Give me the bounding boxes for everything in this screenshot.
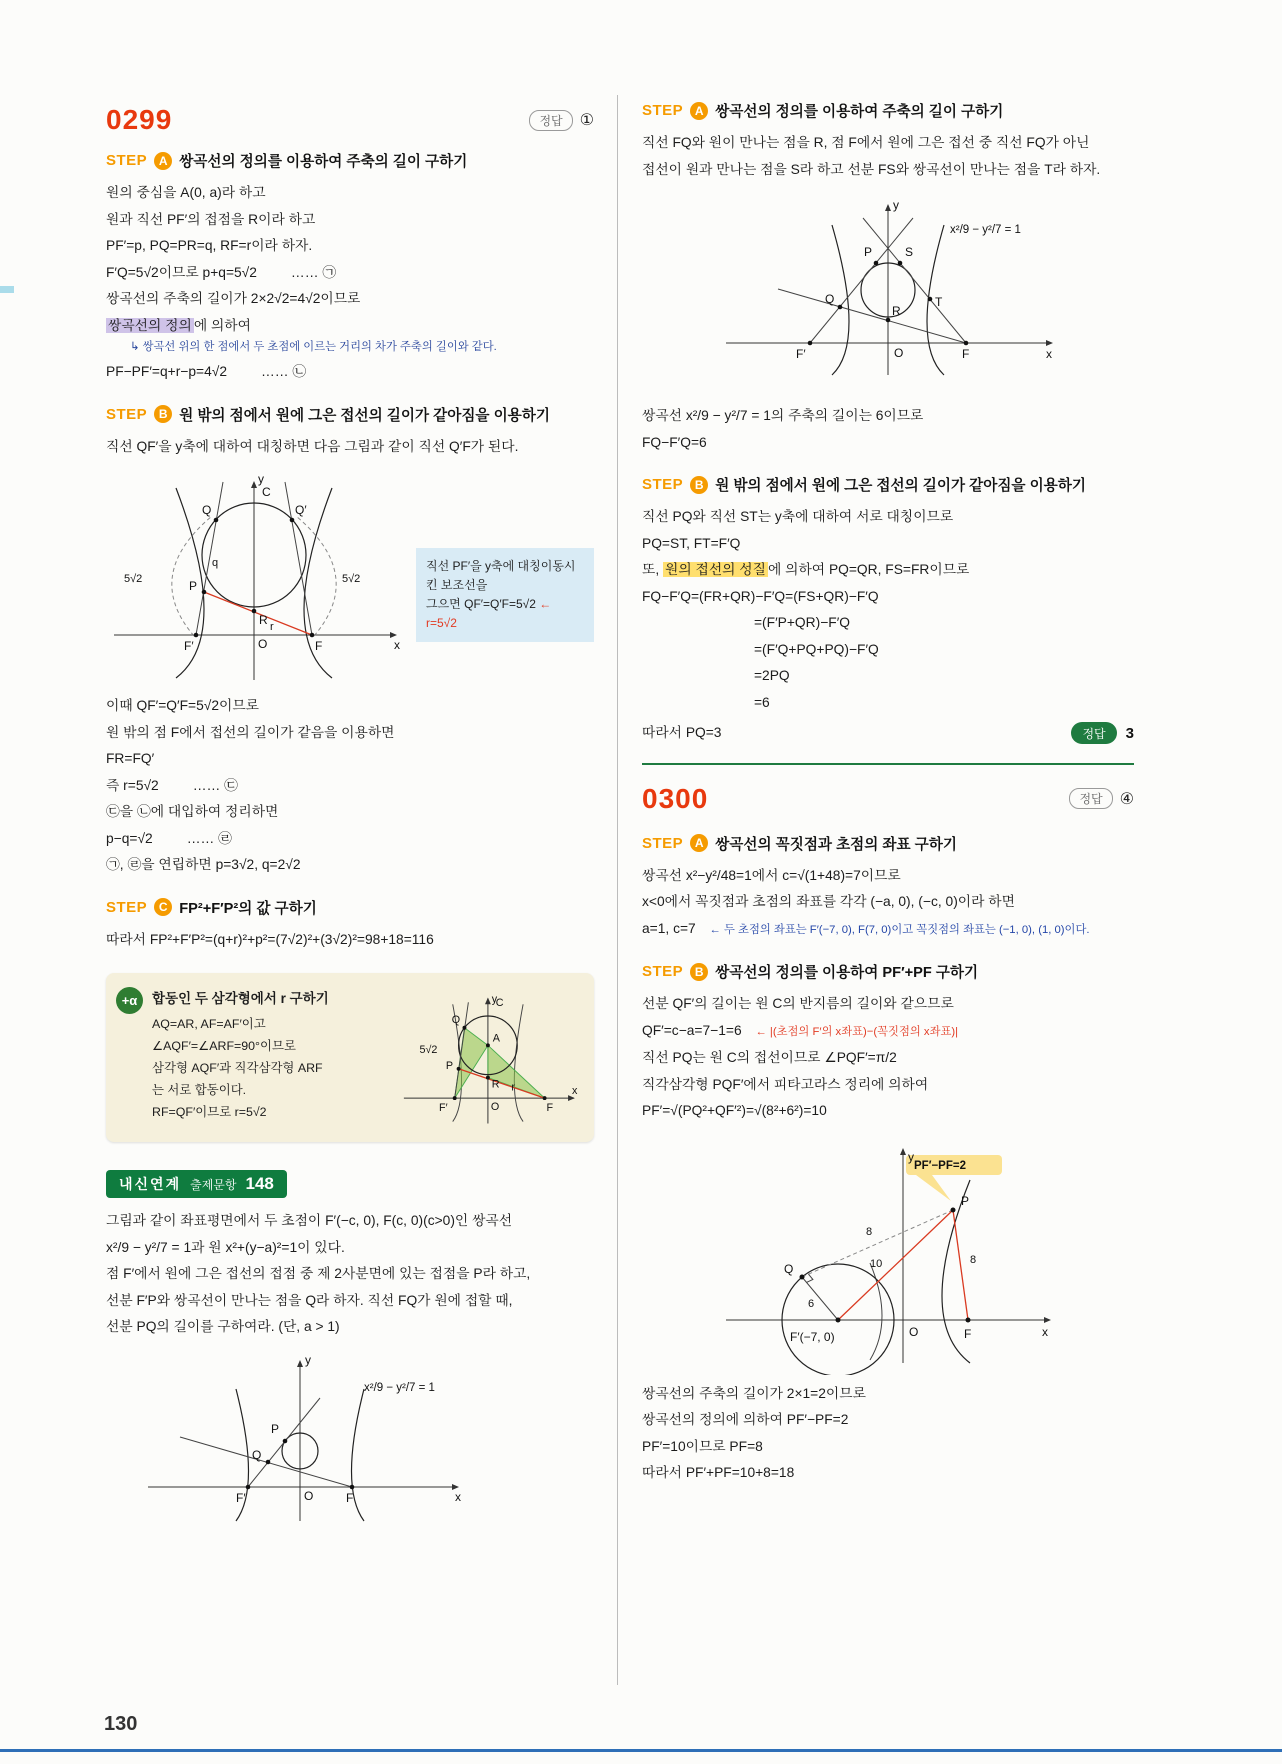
step-a-header (642, 100, 1134, 121)
answer-badge (1069, 788, 1134, 809)
hyperbola-left-branch (832, 225, 849, 375)
label-r: r (270, 621, 274, 633)
problem-header-0300 (642, 783, 1134, 815)
auxiliary-red-line (204, 592, 312, 635)
label-5root2-right: 5√2 (342, 573, 361, 585)
text-line: ㉠, ㉣을 연립하면 p=3√2, q=2√2 (106, 857, 301, 872)
line-from-F-prime (810, 218, 913, 343)
formula-line: =2PQ (754, 668, 790, 683)
text-line: 삼각형 AQF′과 직각삼각형 ARF (152, 1061, 323, 1075)
formula-line: PF′=√(PQ²+QF′²)=√(8²+6²)=10 (642, 1103, 827, 1118)
label-Q: Q (252, 1447, 262, 1462)
side-note-box: 직선 PF′을 y축에 대칭이동시킨 보조선을 그으면 QF′=Q′F=5√2 ← r=5√2 (416, 548, 594, 642)
text-line: 선분 PQ의 길이를 구하여라. (단, a > 1) (106, 1319, 340, 1334)
alpha-box-title: 합동인 두 삼각형에서 r 구하기 (152, 991, 329, 1006)
label-F-prime-coords: F′(−7, 0) (790, 1329, 835, 1344)
label-C: C (262, 485, 271, 499)
formula-line: p−q=√2 …… ㉣ (106, 830, 232, 846)
text-line: ∠AQF′=∠ARF=90°이므로 (152, 1039, 296, 1053)
text-line: 는 서로 합동이다. (152, 1083, 247, 1097)
text-line: 쌍곡선의 정의에 의하여 PF′−PF=2 (642, 1412, 849, 1427)
label-O: O (909, 1324, 919, 1339)
figure-0300 (718, 1135, 1058, 1375)
label-Q-prime: Q′ (295, 503, 307, 517)
formula-line: =6 (754, 694, 770, 710)
label-F-prime: F′ (184, 639, 194, 653)
label-y: y (893, 198, 899, 212)
label-A: A (493, 1032, 501, 1045)
red-arrow-note: ← r=5√2 (426, 597, 552, 630)
step-title: FP²+F′P²의 값 구하기 (179, 900, 317, 917)
label-Q: Q (452, 1013, 461, 1026)
step-word: STEP (642, 963, 684, 980)
step-letter-icon: B (154, 405, 172, 423)
formula-line: 따라서 FP²+F′P²=(q+r)²+p²=(7√2)²+(3√2)²=98+18=116 (106, 931, 434, 947)
step-title: 쌍곡선의 정의를 이용하여 주축의 길이 구하기 (715, 104, 1004, 120)
label-Q: Q (202, 503, 212, 517)
label-P: P (961, 1193, 970, 1208)
step-word: STEP (642, 834, 684, 852)
text-line: 원의 중심을 A(0, a)라 하고 (106, 185, 266, 200)
blue-margin-note: ← 두 초점의 좌표는 F′(−7, 0), F(7, 0)이고 꼭짓점의 좌표는 (−1, 0), (1, 0)이다. (709, 923, 1090, 936)
section-divider (642, 763, 1134, 765)
highlight-yellow: 원의 접선의 성질 (665, 562, 766, 577)
label-y: y (258, 472, 264, 486)
label-x: x (572, 1085, 578, 1098)
text-line: 선분 F′P와 쌍곡선이 만나는 점을 Q라 하자. 직선 FQ가 원에 접할 때, (106, 1292, 513, 1308)
label-x: x (1042, 1324, 1048, 1339)
ref-mark: …… ㉡ (261, 364, 307, 379)
linked-subtag: 출제문항 (190, 1177, 237, 1192)
formula-line: PF′=10이므로 PF=8 (642, 1438, 763, 1454)
page-number: 130 (104, 1713, 138, 1735)
label-P: P (446, 1059, 454, 1072)
step-title: 원 밖의 점에서 원에 그은 접선의 길이가 같아짐을 이용하기 (715, 478, 1086, 494)
text-line: 점 F′에서 원에 그은 접선의 접점 중 제 2사분면에 있는 접점을 P라 하고, (106, 1266, 531, 1281)
answer-pill-value: 3 (1125, 724, 1134, 742)
right-column (642, 100, 1134, 1487)
print-artifact (0, 286, 14, 293)
label-5root2-left: 5√2 (124, 573, 143, 585)
formula-line: F′Q=5√2이므로 p+q=5√2 …… ㉠ (106, 264, 337, 280)
label-F-prime: F′ (439, 1101, 448, 1114)
label-O: O (894, 346, 904, 360)
problem-number: 0300 (642, 782, 709, 814)
label-P: P (189, 579, 198, 593)
final-answer-row (642, 720, 1134, 747)
text-line: 직선 QF′을 y축에 대하여 대칭하면 다음 그림과 같이 직선 Q′F가 된다. (106, 438, 519, 454)
label-R: R (492, 1078, 500, 1091)
formula-line: FQ−F′Q=(FR+QR)−F′Q=(FS+QR)−F′Q (642, 588, 879, 604)
step-letter-icon: A (690, 102, 708, 120)
ref-mark: …… ㉠ (290, 264, 337, 280)
label-F: F (964, 1326, 972, 1341)
step-b-header (642, 474, 1134, 495)
label-F-prime: F′ (236, 1490, 246, 1505)
step-word: STEP (106, 405, 148, 423)
text-line: 직선 PQ와 직선 ST는 y축에 대하여 서로 대칭이므로 (642, 509, 954, 524)
problem-number: 0299 (106, 104, 173, 135)
text-line: AQ=AR, AF=AF′이고 (152, 1017, 266, 1031)
formula-line: a=1, c=7 ← 두 초점의 좌표는 F′(−7, 0), F(7, 0)이고 꼭짓점의 좌표는 (−1, 0), (1, 0)이다. (642, 920, 1090, 936)
ref-mark: …… ㉢ (192, 777, 238, 793)
step-letter-icon: A (154, 152, 172, 170)
hyperbola-right-branch (515, 1004, 524, 1121)
step-b-header (106, 404, 594, 425)
linked-problem-box (106, 1170, 594, 1534)
label-x: x (394, 638, 400, 652)
label-r: r (511, 1081, 516, 1094)
text-line: 직각삼각형 PQF′에서 피타고라스 정리에 의하여 (642, 1076, 929, 1092)
text-line-highlighted: 또, 원의 접선의 성질 에 의하여 PQ=QR, FS=FR이므로 (642, 562, 970, 577)
left-column (106, 104, 594, 1534)
bottom-rule (0, 1749, 1282, 1752)
label-6: 6 (808, 1297, 815, 1310)
step-b-header (642, 961, 1134, 982)
label-F: F (346, 1490, 354, 1505)
label-equation: x²/9 − y²/7 = 1 (950, 224, 1021, 236)
text-line: 선분 QF′의 길이는 원 C의 반지름의 길이와 같으므로 (642, 996, 954, 1011)
step-word: STEP (106, 152, 148, 169)
text-line: 직선 FQ와 원이 만나는 점을 R, 점 F에서 원에 그은 접선 중 직선 FQ가 아닌 (642, 135, 1090, 150)
label-C: C (496, 997, 504, 1010)
step-word: STEP (642, 476, 684, 493)
label-O: O (258, 637, 268, 651)
label-Q: Q (825, 292, 835, 306)
figure-hyperbola-circle-tangents (106, 470, 406, 685)
figure-row (106, 470, 594, 685)
answer-pill (1071, 722, 1134, 744)
step-a-header (642, 833, 1134, 854)
step-title: 쌍곡선의 꼭짓점과 초점의 좌표 구하기 (715, 836, 957, 853)
formula-line: QF′=c−a=7−1=6 ← |(초점의 F′의 x좌표)−(꼭짓점의 x좌표)| (642, 1022, 959, 1038)
text-line: 이때 QF′=Q′F=5√2이므로 (106, 698, 259, 713)
answer-value: ④ (1119, 790, 1134, 808)
label-equation: x²/9 − y²/7 = 1 (364, 1381, 435, 1394)
label-F: F (315, 639, 323, 653)
formula-line: PQ=ST, FT=F′Q (642, 535, 741, 551)
label-F-prime: F′ (796, 347, 806, 361)
right-angle-mark (807, 1274, 813, 1282)
label-x: x (455, 1489, 461, 1504)
text-line: 쌍곡선 x²−y²/48=1에서 c=√(1+48)=7이므로 (642, 867, 901, 883)
label-R: R (892, 304, 901, 318)
text-line: 쌍곡선의 주축의 길이가 2×2√2=4√2이므로 (106, 291, 361, 306)
formula-line: 따라서 PF′+PF=10+8=18 (642, 1465, 795, 1480)
callout-text: PF′−PF=2 (914, 1159, 966, 1172)
final-statement: 따라서 PQ=3 (642, 725, 722, 740)
step-c-header (106, 897, 594, 918)
label-O: O (491, 1100, 500, 1113)
text-line: 접선이 원과 만나는 점을 S라 하고 선분 FS와 쌍곡선이 만나는 점을 T라 하자. (642, 161, 1101, 177)
segment-F-prime-P (838, 1210, 953, 1320)
step-word: STEP (106, 898, 148, 916)
text-line: 그림과 같이 좌표평면에서 두 초점이 F′(−c, 0), F(c, 0)(c>0)인 쌍곡선 (106, 1213, 513, 1228)
ref-mark: …… ㉣ (186, 830, 232, 846)
label-O: O (304, 1488, 314, 1503)
formula-line: FR=FQ′ (106, 751, 155, 766)
linked-tag: 내신연계 (119, 1176, 182, 1192)
text-line: 원과 직선 PF′의 접점을 R이라 하고 (106, 211, 316, 227)
label-x: x (1046, 347, 1052, 361)
step-letter-icon: B (690, 476, 708, 494)
answer-chip: 정답 (529, 110, 572, 131)
hyperbola-right-branch (352, 1389, 365, 1521)
highlight-purple: 쌍곡선의 정의 (108, 317, 192, 333)
label-P: P (864, 245, 873, 259)
line-from-F (863, 218, 966, 343)
label-P: P (271, 1421, 280, 1436)
text-line: x²/9 − y²/7 = 1과 원 x²+(y−a)²=1이 있다. (106, 1239, 345, 1255)
text-line: x<0에서 꼭짓점과 초점의 좌표를 각각 (−a, 0), (−c, 0)이라 하면 (642, 894, 1015, 909)
label-F: F (546, 1101, 554, 1114)
text-line: PF′=p, PQ=PR=q, RF=r이라 하자. (106, 238, 313, 253)
formula-line: PF−PF′=q+r−p=4√2 …… ㉡ (106, 364, 307, 379)
text-line-highlighted: 쌍곡선의 정의 에 의하여 (108, 317, 251, 333)
label-y: y (305, 1352, 311, 1367)
label-5root2: 5√2 (419, 1044, 438, 1057)
step-title: 쌍곡선의 정의를 이용하여 PF′+PF 구하기 (715, 965, 979, 981)
formula-line: FQ−F′Q=6 (642, 434, 707, 450)
label-y: y (908, 1149, 914, 1164)
figure-linked-problem (140, 1349, 470, 1529)
formula-line: =(F′P+QR)−F′Q (754, 615, 851, 630)
step-letter-icon: B (690, 963, 708, 981)
figure-congruent-triangles (398, 987, 584, 1132)
answer-chip: 정답 (1069, 788, 1112, 809)
step-letter-icon: A (690, 834, 708, 852)
label-q: q (212, 557, 219, 569)
formula-line: =(F′Q+PQ+PQ)−F′Q (754, 641, 879, 657)
label-y: y (492, 993, 498, 1006)
plus-alpha-icon: +α (116, 987, 143, 1014)
answer-badge (529, 110, 594, 131)
text-line: 쌍곡선 x²/9 − y²/7 = 1의 주축의 길이는 6이므로 (642, 408, 924, 423)
orange-margin-note: ← |(초점의 F′의 x좌표)−(꼭짓점의 x좌표)| (755, 1025, 959, 1038)
step-title: 쌍곡선의 정의를 이용하여 주축의 길이 구하기 (179, 154, 468, 170)
figure-two-tangents (718, 193, 1058, 393)
answer-value: ① (579, 112, 594, 129)
text-line: RF=QF′이므로 r=5√2 (152, 1105, 267, 1119)
text-line: 쌍곡선의 주축의 길이가 2×1=2이므로 (642, 1385, 866, 1401)
formula-line: 즉 r=5√2 …… ㉢ (106, 777, 238, 793)
hyperbola-left-branch (870, 1263, 882, 1360)
linked-problem-header (106, 1170, 287, 1198)
label-Q: Q (784, 1261, 794, 1276)
label-8-QP: 8 (866, 1225, 873, 1238)
linked-problem-number: 148 (245, 1174, 274, 1193)
text-line: 원 밖의 점 F에서 접선의 길이가 같음을 이용하면 (106, 724, 395, 740)
segment-FP (953, 1210, 968, 1320)
problem-header-0299 (106, 104, 594, 136)
label-R: R (259, 613, 268, 627)
label-8-FP: 8 (970, 1253, 977, 1266)
label-F: F (962, 347, 970, 361)
column-divider (617, 95, 618, 1685)
step-title: 원 밖의 점에서 원에 그은 접선의 길이가 같아짐을 이용하기 (179, 407, 550, 424)
margin-annotation: ↳ 쌍곡선 위의 한 점에서 두 초점에 이르는 거리의 차가 주축의 길이와 같다. (130, 341, 497, 353)
text-line: ㉢을 ㉡에 대입하여 정리하면 (106, 804, 279, 819)
step-a-header (106, 150, 594, 171)
text-line: 직선 PQ는 원 C의 접선이므로 ∠PQF′=π/2 (642, 1050, 897, 1065)
label-S: S (905, 245, 914, 259)
callout-pointer (916, 1175, 951, 1201)
plus-alpha-box (106, 973, 594, 1142)
answer-pill-label: 정답 (1071, 722, 1116, 744)
step-letter-icon: C (154, 898, 172, 916)
step-word: STEP (642, 102, 684, 119)
label-10: 10 (870, 1257, 883, 1270)
label-T: T (935, 295, 943, 309)
